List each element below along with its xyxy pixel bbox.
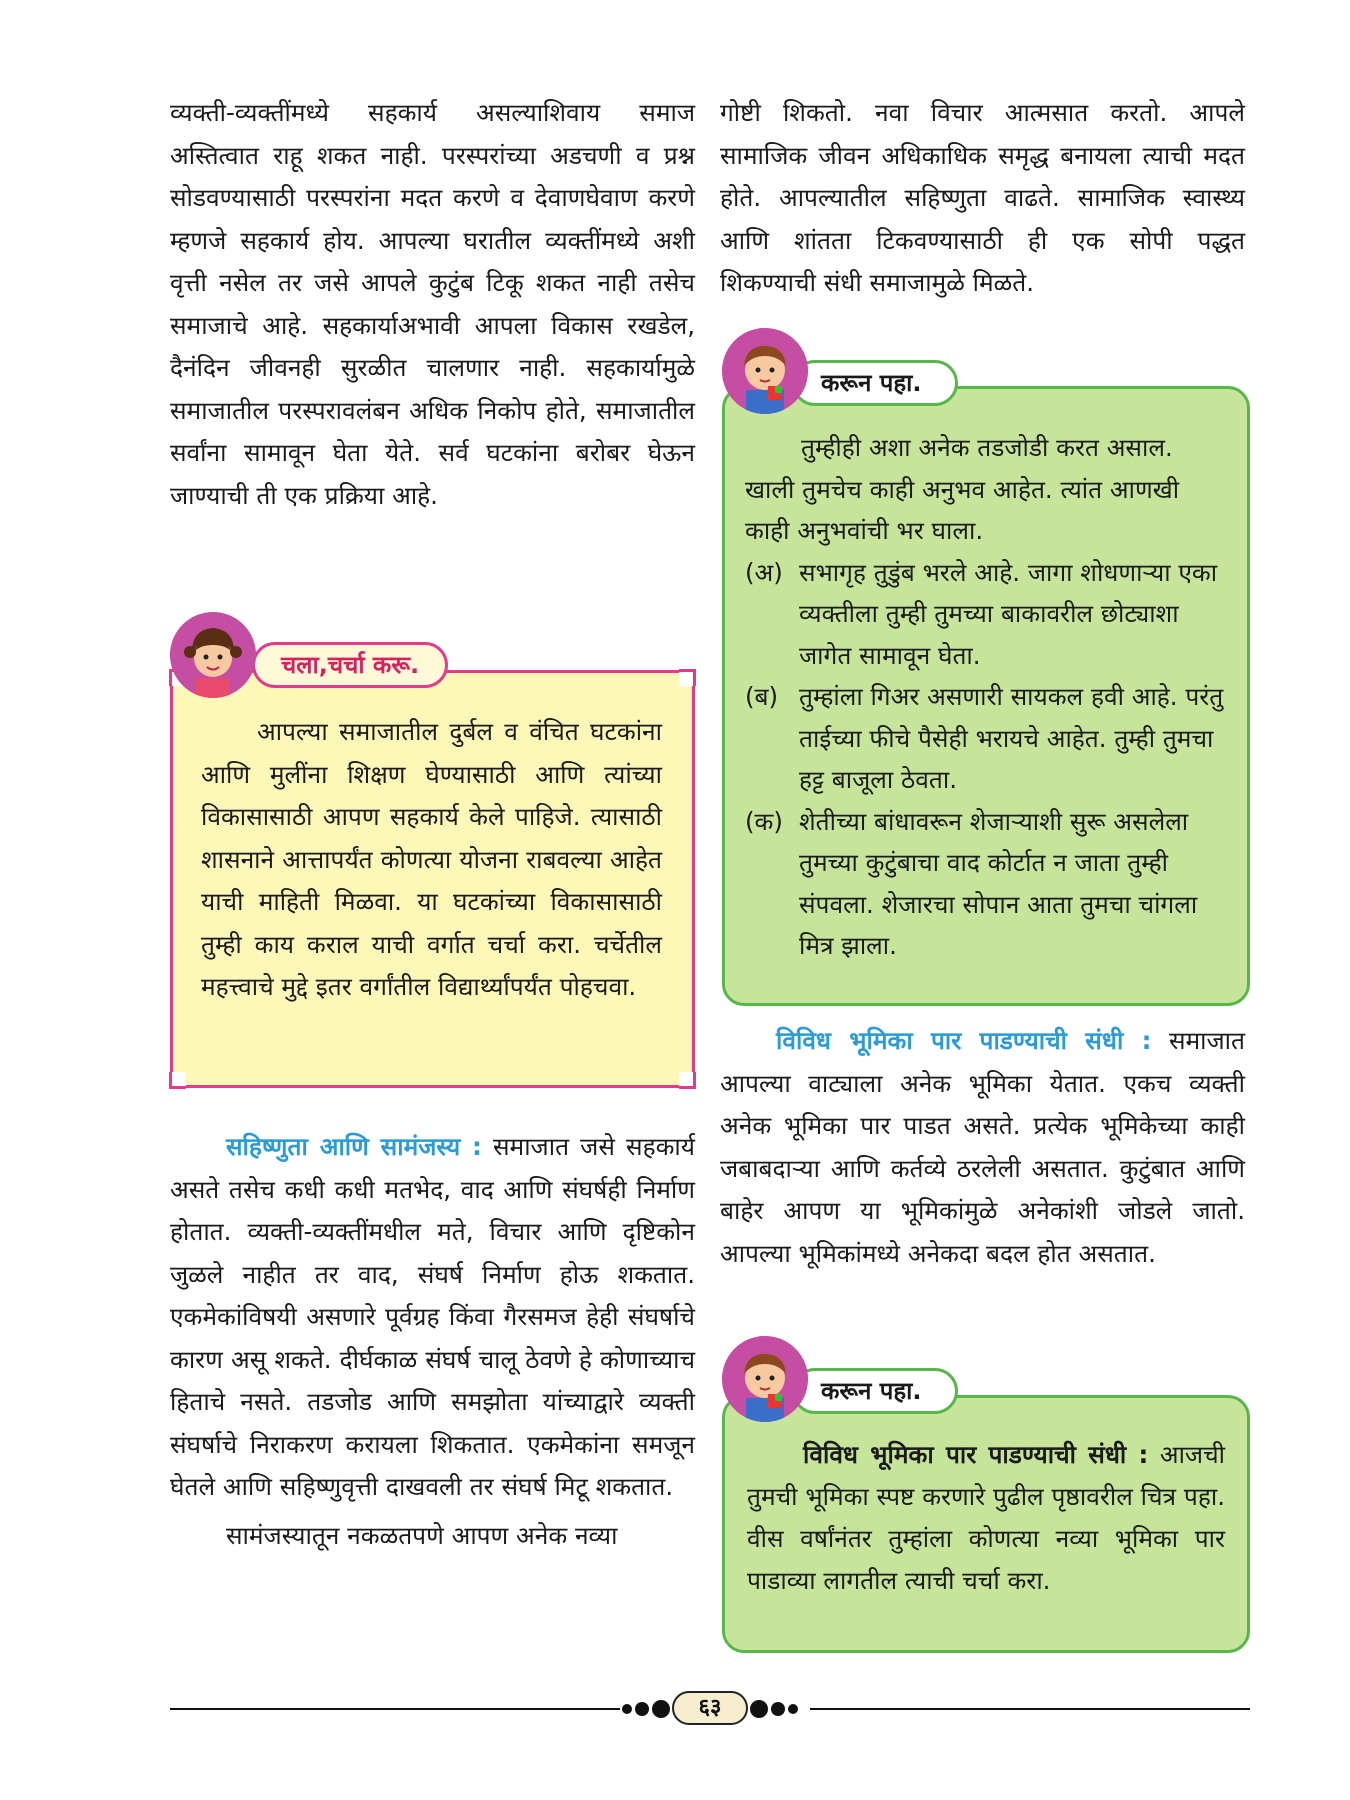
list-marker: (क) <box>745 806 783 836</box>
tolerance-text: समाजात जसे सहकार्य असते तसेच कधी कधी मतभेद, वाद आणि संघर्षही निर्माण होतात. व्यक्ती-व्यक्तींमधील मते, विचार आणि दृष्टिकोन जुळले नाहीत तर वाद, संघर्ष निर्माण होऊ शकतात. एकमेकांविषयी असणारे पूर्वग्रह किंवा गैरसमज हेही संघर्षाचे कारण असू शकते. दीर्घकाळ संघर्ष चालू ठेवणे हे कोणाच्याच हिताचे नसते. तडजोड आणि समझोता यांच्याद्वारे व्यक्ती संघर्षाचे निराकरण करायला शिकतात. एकमेकांना समजून घेतले आणि सहिष्णुवृत्ती दाखवली तर संघर्ष मिटू शकतात. <box>170 1132 695 1501</box>
list-item <box>745 552 1227 677</box>
activity2-tag: करून पहा. <box>792 1368 958 1414</box>
roles-heading: विविध भूमिका पार पाडण्याची संधी : <box>776 1026 1152 1055</box>
footer-rule <box>170 1708 620 1710</box>
ornament-dot <box>622 1704 632 1714</box>
corner-ornament <box>679 1072 696 1089</box>
right-column <box>720 92 1245 305</box>
activity1-tag: करून पहा. <box>792 360 958 406</box>
ornament-dot <box>788 1704 798 1714</box>
tolerance-last-line: सामंजस्यातून नकळतपणे आपण अनेक नव्या <box>226 1520 618 1550</box>
left-column <box>170 92 695 517</box>
list-item <box>745 676 1227 801</box>
ornament-dot <box>771 1702 785 1716</box>
discussion-box <box>170 612 695 1090</box>
cooperation-paragraph: व्यक्ती-व्यक्तींमध्ये सहकार्य असल्याशिवाय समाज अस्तित्वात राहू शकत नाही. परस्परांच्या अडचणी व प्रश्न सोडवण्यासाठी परस्परांना मदत करणे व देवाणघेवाण करणे म्हणजे सहकार्य होय. आपल्या घरातील व्यक्तींमध्ये अशी वृत्ती नसेल तर जसे आपले कुटुंब टिकू शकत नाही तसेच समाजाचे आहे. सहकार्याअभावी आपला विकास रखडेल, दैनंदिन जीवनही सुरळीत चालणार नाही. सहकार्यामुळे समाजातील परस्परावलंबन अधिक निकोप होते, समाजातील सर्वांना सामावून घेता येते. सर्व घटकांना बरोबर घेऊन जाण्याची ती एक प्रक्रिया आहे. <box>170 98 695 510</box>
activity2-box <box>722 1395 1250 1653</box>
corner-ornament <box>169 1072 186 1089</box>
list-text: सभागृह तुडुंब भरले आहे. जागा शोधणाऱ्या एका व्यक्तीला तुम्ही तुमच्या बाकावरील छोट्याशा जागेत सामावून घेता. <box>799 557 1218 670</box>
list-text: तुम्हांला गिअर असणारी सायकल हवी आहे. परंतु ताईच्या फीचे पैसेही भरायचे आहेत. तुम्ही तुमचा हट्ट बाजूला ठेवता. <box>799 682 1224 794</box>
roles-paragraph <box>720 1020 1245 1275</box>
tolerance-paragraph <box>170 1126 695 1509</box>
activity2-text: आजची तुमची भूमिका स्पष्ट करणारे पुढील पृष्ठावरील चित्र पहा. वीस वर्षांनंतर तुम्हांला कोणत्या नव्या भूमिका पार पाडाव्या लागतील त्याची चर्चा करा. <box>747 1440 1225 1595</box>
activity1-box <box>722 386 1250 1006</box>
boy-avatar-icon <box>722 1336 808 1422</box>
boy-avatar-icon <box>722 328 808 414</box>
activity2-heading: विविध भूमिका पार पाडण्याची संधी : <box>803 1440 1149 1469</box>
list-marker: (ब) <box>745 682 779 711</box>
page-number: ६३ <box>672 1691 748 1725</box>
activity1-intro: तुम्हीही अशा अनेक तडजोडी करत असाल. खाली तुमचेच काही अनुभव आहेत. त्यांत आणखी काही अनुभवांची भर घाला. <box>745 433 1180 545</box>
discussion-tag: चला,चर्चा करू. <box>252 642 448 688</box>
girl-avatar-icon <box>170 612 256 698</box>
discussion-text: आपल्या समाजातील दुर्बल व वंचित घटकांना आणि मुलींना शिक्षण घेण्यासाठी आणि त्यांच्या विकासासाठी आपण सहकार्य केले पाहिजे. त्यासाठी शासनाने आत्तापर्यंत कोणत्या योजना राबवल्या आहेत याची माहिती मिळवा. या घटकांच्या विकासासाठी तुम्ही काय कराल याची वर्गात चर्चा करा. चर्चेतील महत्त्वाचे मुद्दे इतर वर्गांतील विद्यार्थ्यांपर्यंत पोहचवा. <box>201 717 662 1001</box>
activity2-paragraph <box>747 1434 1225 1602</box>
footer-rule <box>810 1708 1250 1710</box>
tolerance-section <box>170 1126 695 1557</box>
page-footer <box>170 1697 1250 1721</box>
ornament-dot <box>750 1700 768 1718</box>
list-text: शेतीच्या बांधावरून शेजाऱ्याशी सुरू असलेला तुमच्या कुटुंबाचा वाद कोर्टात न जाता तुम्ही संपवला. शेजारचा सोपान आता तुमचा चांगला मित्र झाला. <box>799 806 1198 960</box>
list-item <box>745 801 1227 967</box>
continuation-paragraph: गोष्टी शिकतो. नवा विचार आत्मसात करतो. आपले सामाजिक जीवन अधिकाधिक समृद्ध बनायला त्याची मदत होते. आपल्यातील सहिष्णुता वाढते. सामाजिक स्वास्थ्य आणि शांतता टिकवण्यासाठी ही एक सोपी पद्धत शिकण्याची संधी समाजामुळे मिळते. <box>720 98 1245 297</box>
list-marker: (अ) <box>745 557 783 587</box>
discussion-panel <box>170 670 695 1088</box>
ornament-dot <box>652 1700 670 1718</box>
roles-section <box>720 1020 1245 1275</box>
corner-ornament <box>679 669 696 686</box>
roles-text: समाजात आपल्या वाट्याला अनेक भूमिका येतात. एकच व्यक्ती अनेक भूमिका पार पाडत असते. प्रत्येक भूमिकेच्या काही जबाबदाऱ्या आणि कर्तव्ये ठरलेली असतात. कुटुंबात आणि बाहेर आपण या भूमिकांमुळे अनेकांशी जोडले जातो. आपल्या भूमिकांमध्ये अनेकदा बदल होत असतात. <box>720 1026 1245 1268</box>
tolerance-heading: सहिष्णुता आणि सामंजस्य : <box>226 1132 482 1161</box>
ornament-dot <box>635 1702 649 1716</box>
